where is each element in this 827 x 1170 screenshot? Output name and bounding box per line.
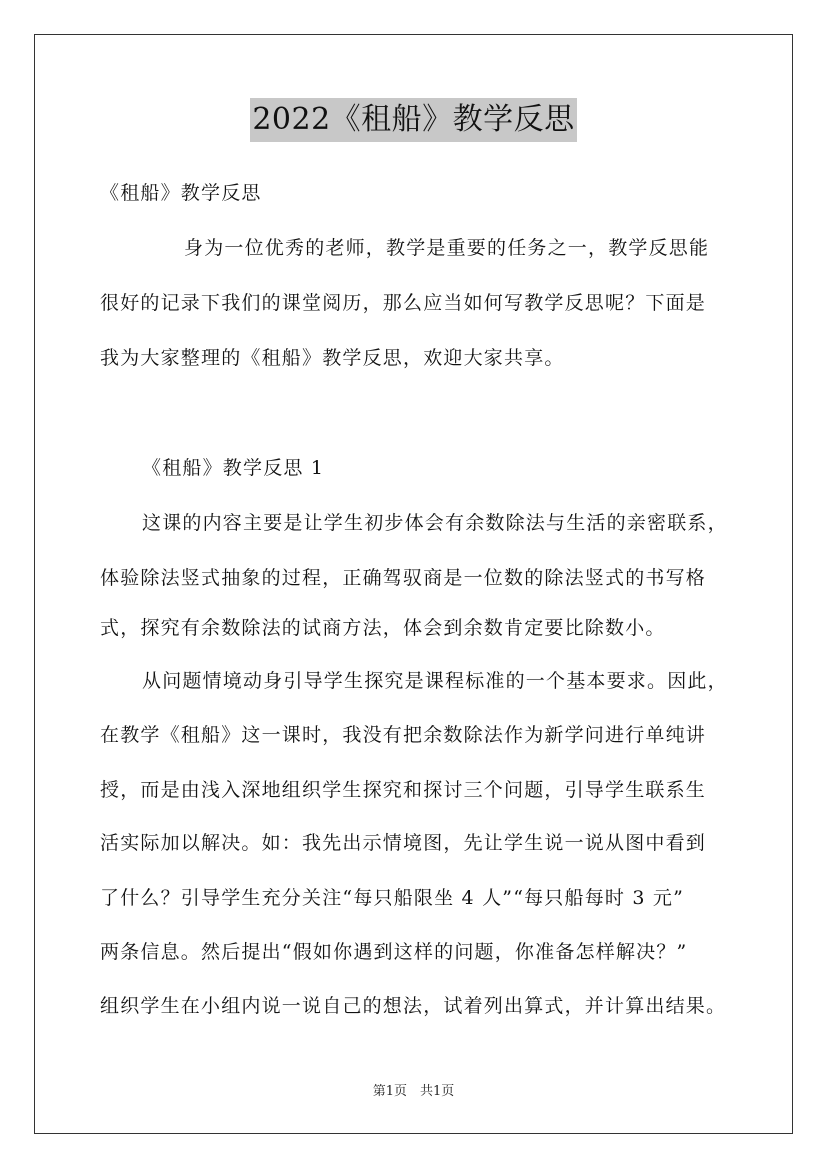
paragraph2-line-1: 从问题情境动身引导学生探究是课程标准的一个基本要求。因此，	[142, 670, 728, 692]
paragraph1-line-1: 这课的内容主要是让学生初步体会有余数除法与生活的亲密联系，	[142, 512, 728, 534]
paragraph2-line-7: 组织学生在小组内说一说自己的想法，试着列出算式，并计算出结果。	[100, 995, 727, 1017]
intro-line-2: 很好的记录下我们的课堂阅历，那么应当如何写教学反思呢？下面是	[100, 292, 707, 314]
document-title: 2022《租船》教学反思	[250, 98, 576, 142]
paragraph2-line-4: 活实际加以解决。如：我先出示情境图，先让学生说一说从图中看到	[100, 832, 707, 854]
paragraph2-line-5: 了什么？引导学生充分关注“每只船限坐 4 人”“每只船每时 3 元”	[100, 887, 684, 909]
page-footer: 第1页 共1页	[372, 1084, 455, 1099]
document-subtitle: 《租船》教学反思	[100, 182, 262, 204]
paragraph2-line-2: 在教学《租船》这一课时，我没有把余数除法作为新学问进行单纯讲	[100, 724, 707, 746]
intro-line-1: 身为一位优秀的老师，教学是重要的任务之一，教学反思能	[184, 237, 710, 259]
intro-line-3: 我为大家整理的《租船》教学反思，欢迎大家共享。	[100, 347, 565, 369]
paragraph2-line-3: 授，而是由浅入深地组织学生探究和探讨三个问题，引导学生联系生	[100, 779, 707, 801]
paragraph2-line-6: 两条信息。然后提出“假如你遇到这样的问题，你准备怎样解决？”	[100, 941, 688, 963]
title-container	[0, 98, 827, 142]
paragraph1-line-3: 式，探究有余数除法的试商方法，体会到余数肯定要比除数小。	[100, 617, 666, 639]
paragraph1-line-2: 体验除法竖式抽象的过程，正确驾驭商是一位数的除法竖式的书写格	[100, 567, 707, 589]
section-heading: 《租船》教学反思 1	[142, 457, 325, 479]
